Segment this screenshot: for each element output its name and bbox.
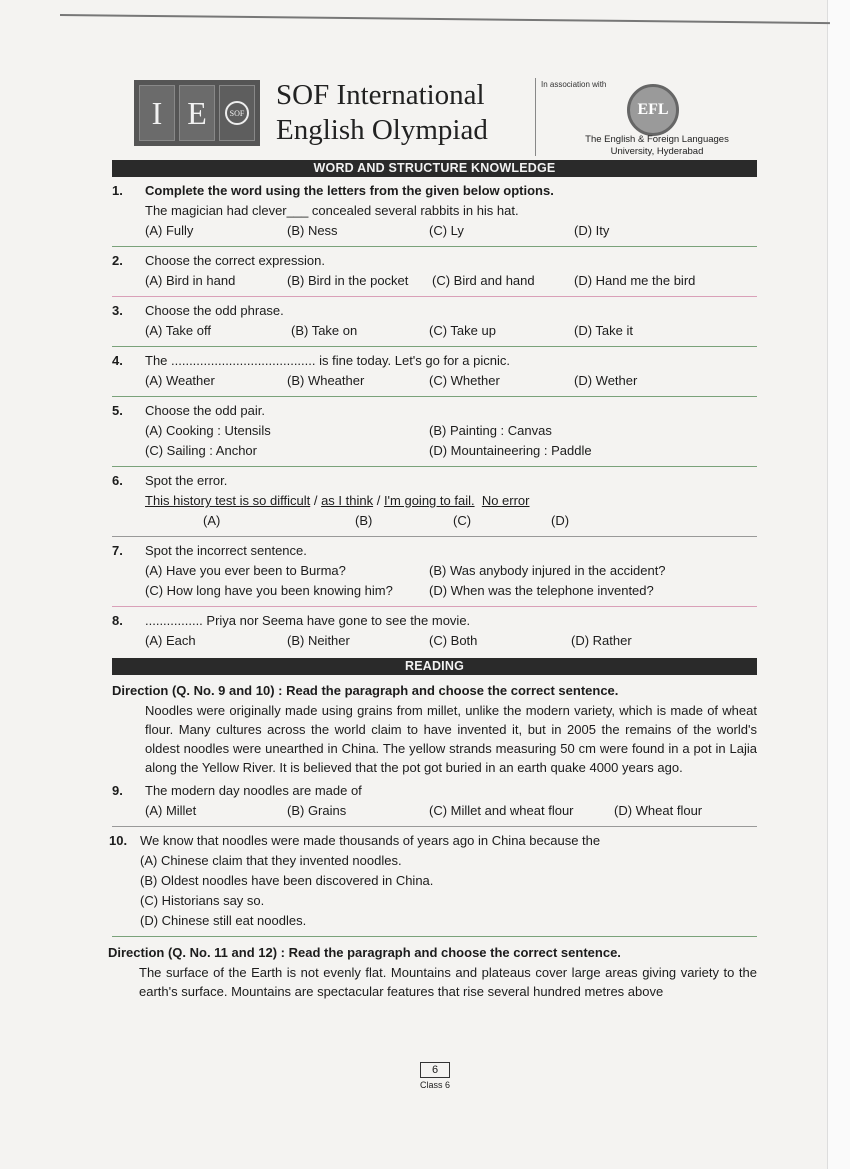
question-stem: ................ Priya nor Seema have gone to see the movie. [145,613,471,628]
option-a: (A) Chinese claim that they invented noodles. [140,853,402,868]
question-1 [112,177,757,244]
question-number: 7. [112,543,123,558]
scan-edge [827,0,850,1169]
logo-sof: SOF [229,108,245,118]
question-stem: Choose the odd phrase. [145,303,284,318]
header [112,70,757,160]
option-c: (C) Sailing : Anchor [145,443,257,458]
direction-2: Direction (Q. No. 11 and 12) : Read the paragraph and choose the correct sentence. [108,945,621,960]
question-stem: Spot the incorrect sentence. [145,543,307,558]
question-number: 9. [112,783,123,798]
question-number: 10. [109,833,128,848]
option-a: (A) Have you ever been to Burma? [145,563,346,578]
question-stem: The modern day noodles are made of [145,783,362,798]
question-number: 3. [112,303,123,318]
question-number: 4. [112,353,123,368]
option-b: (B) Oldest noodles have been discovered in China. [140,873,434,888]
page-footer [420,1062,450,1090]
option-d: (D) Ity [574,223,610,238]
partner-name [582,134,732,158]
logo-letter-e: E [179,85,215,141]
question-stem: Choose the correct expression. [145,253,325,268]
question-number: 6. [112,473,123,488]
ieo-logo [134,80,260,146]
question-stem: We know that noodles were made thousands of years ago in China because the [140,833,601,848]
option-a: (A) Each [145,633,196,648]
title-line-1: SOF International [276,79,485,111]
option-a: (A) Bird in hand [145,273,236,288]
efl-university-logo: EFL [627,84,679,136]
logo-letter-o [219,85,255,141]
option-d: (D) Wheat flour [614,803,703,818]
option-a: (A) Weather [145,373,215,388]
section-bar-reading: READING [112,658,757,675]
option-b: (B) Grains [287,803,347,818]
logo-letter-i: I [139,85,175,141]
option-c: (C) Historians say so. [140,893,265,908]
header-divider [535,78,536,156]
question-10 [109,827,757,934]
question-8 [112,607,757,654]
error-label-b: (B) [355,513,373,528]
direction-1: Direction (Q. No. 9 and 10) : Read the paragraph and choose the correct sentence. [112,683,619,698]
option-d: (D) When was the telephone invented? [429,583,654,598]
olympiad-title [276,78,488,148]
error-label-d: (D) [551,513,570,528]
reading-paragraph-1: Noodles were originally made using grains from millet, unlike the modern variety, which is made of wheat flour. Many cultures across the world claim to have invented it, but in 2005 the remains of the world's oldest noodles were unearthed in China. The yellow strands measuring 50 cm were found in a pot in Lajia along the Yellow River. It is believed that the pot got buried in an earth quake 4000 years ago. [145,703,757,775]
page-number: 6 [420,1062,450,1078]
error-part-c: I'm going to fail. [383,493,475,508]
bulb-icon [225,101,249,125]
error-label-a: (A) [203,513,221,528]
question-2 [112,247,757,294]
option-c: (C) Take up [429,323,496,338]
question-number: 5. [112,403,123,418]
reading-paragraph-2: The surface of the Earth is not evenly flat. Mountains and plateaus cover large areas giving variety to the earth's surface. Mountains are spectacular features that rise several hundred metres above [139,965,757,999]
partner-name-line-2: University, Hyderabad [610,146,704,157]
option-c: (C) Whether [429,373,500,388]
option-d: (D) Mountaineering : Paddle [429,443,592,458]
association-label: In association with [541,80,607,89]
question-9 [112,777,757,824]
error-part-d: No error [481,493,530,508]
class-label: Class 6 [420,1080,451,1090]
option-b: (B) Take on [291,323,358,338]
option-a: (A) Fully [145,223,194,238]
error-sentence: This history test is so difficult / as I think / I'm going to fail. No error [145,491,757,511]
option-c: (C) Millet and wheat flour [429,803,574,818]
question-sentence: The magician had clever___ concealed several rabbits in his hat. [145,203,519,218]
option-a: (A) Cooking : Utensils [145,423,271,438]
exam-page [108,70,757,1001]
question-number: 1. [112,183,123,198]
error-part-a: This history test is so difficult [145,493,311,508]
option-d: (D) Chinese still eat noodles. [140,913,307,928]
option-b: (B) Painting : Canvas [429,423,552,438]
error-part-b: as I think [321,493,374,508]
section-bar-word-structure: WORD AND STRUCTURE KNOWLEDGE [112,160,757,177]
question-7 [112,537,757,604]
option-c: (C) How long have you been knowing him? [145,583,393,598]
title-line-2: English Olympiad [276,114,488,146]
option-a: (A) Millet [145,803,197,818]
error-label-c: (C) [453,513,472,528]
question-5 [112,397,757,464]
question-stem: Choose the odd pair. [145,403,265,418]
option-d: (D) Wether [574,373,638,388]
option-a: (A) Take off [145,323,211,338]
option-c: (C) Bird and hand [432,273,535,288]
option-d: (D) Hand me the bird [574,273,696,288]
partner-name-line-1: The English & Foreign Languages [585,134,729,145]
separator [112,936,757,937]
question-stem: The ........................................ is fine today. Let's go for a picnic. [145,353,510,368]
question-3 [112,297,757,344]
question-stem: Complete the word using the letters from the given below options. [145,183,554,198]
option-b: (B) Wheather [287,373,365,388]
question-6 [112,467,757,534]
question-number: 8. [112,613,123,628]
question-4 [112,347,757,394]
option-b: (B) Was anybody injured in the accident? [429,563,666,578]
scan-top-line [60,14,830,24]
option-c: (C) Ly [429,223,464,238]
option-c: (C) Both [429,633,478,648]
option-b: (B) Ness [287,223,338,238]
option-d: (D) Rather [571,633,632,648]
option-b: (B) Neither [287,633,350,648]
question-number: 2. [112,253,123,268]
option-b: (B) Bird in the pocket [287,273,409,288]
question-stem: Spot the error. [145,473,228,488]
option-d: (D) Take it [574,323,633,338]
